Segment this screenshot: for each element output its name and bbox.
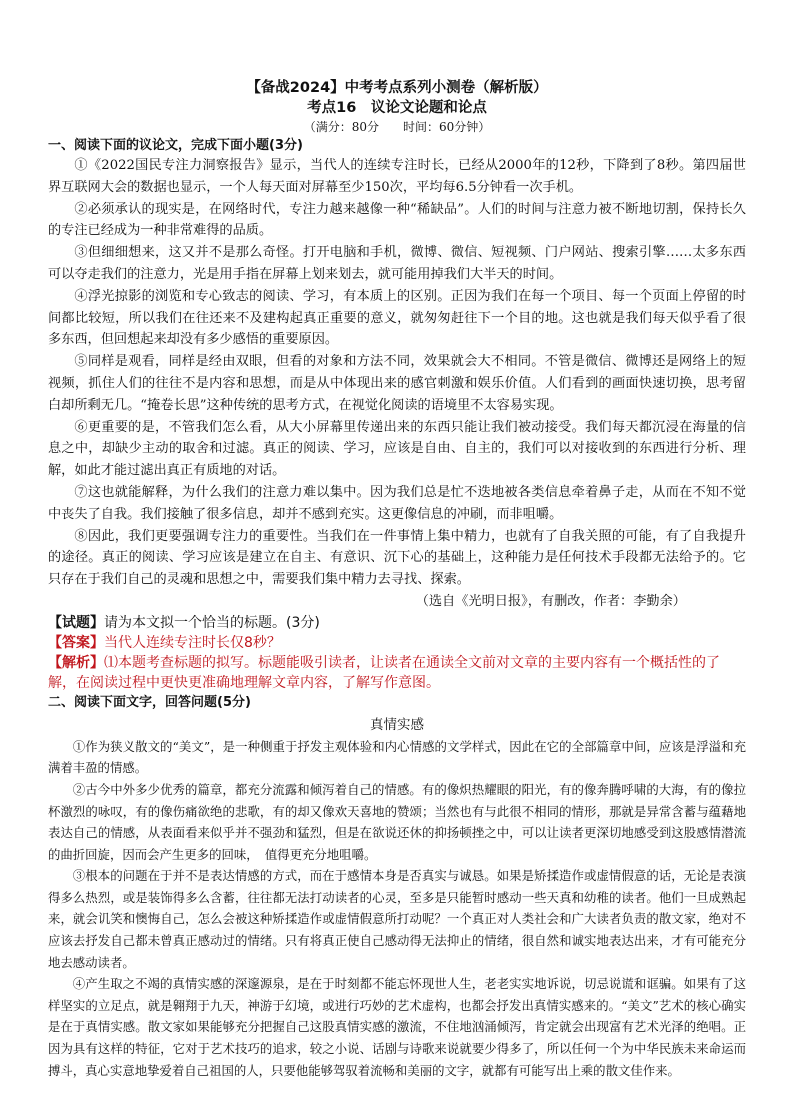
essay-1-paragraph-2: ②必须承认的现实是，在网络时代，专注力越来越像一种“稀缺品”。人们的时间与注意力被不断地切割，保持长久的专注已经成为一种非常难得的品质。 xyxy=(48,201,746,239)
answer-line xyxy=(48,633,746,653)
question-tag: 【试题】 xyxy=(48,614,104,631)
analysis-tag: 【解析】 xyxy=(48,654,104,671)
essay-1-paragraph-3: ③但细细想来，这又并不是那么奇怪。打开电脑和手机，微博、微信、短视频、门户网站、搜索引擎……太多东西可以夺走我们的注意力，光是用手指在屏幕上划来划去，就可能用掉我们大半天的时间。 xyxy=(48,245,746,282)
essay-1-paragraph-5: ⑤同样是观看，同样是经由双眼，但看的对象和方法不同，效果就会大不相同。不管是微信、微博还是网络上的短视频，抓住人们的往往不是内容和思想，而是从中体现出来的感官刺激和娱乐价值。人们看到的画面快速切换，思考留白却所剩无几。“掩卷长思”这种传统的思考方式，在视觉化阅读的语境里不太容易实现。 xyxy=(48,354,746,413)
exam-meta: （满分：80分 时间：60分钟） xyxy=(303,120,491,134)
essay-2-paragraph-1: ①作为狭义散文的“美文”，是一种侧重于抒发主观体验和内心情感的文学样式，因此在它的全部篇章中间，应该是浮溢和充满着丰盈的情感。 xyxy=(48,738,746,776)
answer-tag: 【答案】 xyxy=(48,634,104,651)
page-title: 【备战2024】中考考点系列小测卷（解析版） xyxy=(246,80,548,96)
essay-1-paragraph-4: ④浮光掠影的浏览和专心致志的阅读、学习，有本质上的区别。正因为我们在每一个项目、每一个页面上停留的时间都比较短，所以我们在往还来不及建构起真正重要的意义，就匆匆赶往下一个目的地。这也就是我们每天似乎看了很多东西，但回想起来却没有多少感悟的重要原因。 xyxy=(48,288,746,348)
essay-2-title: 真情实感 xyxy=(370,716,424,733)
essay-2-paragraph-4: ④产生取之不竭的真情实感的深邃源泉，是在于时刻都不能忘怀现世人生，老老实实地诉说，切忌说谎和诓骗。如果有了这样坚实的立足点，就是翱翔于九天，神游于幻境，或进行巧妙的艺术虚构，也都会抒发出真情实感来的。“美文”艺术的核心确实是在于真情实感。散文家如果能够充分把握自己这股真情实感的激流，不住地汹涌倾泻，肯定就会出现富有艺术光泽的绝唱。正因为具有这样的特征，它对于艺术技巧的追求，较之小说、话剧与诗歌来说就要少得多了，所以任何一个为中华民族未来命运而搏斗，真心实意地挚爱着自己祖国的人，只要他能够驾驭着流畅和美丽的文字，就都有可能写出上乘的散文佳作来。 xyxy=(48,976,746,1078)
topic-title: 考点16 议论文论题和论点 xyxy=(307,100,487,116)
essay-2-paragraph-3: ③根本的问题在于并不是表达情感的方式，而在于感情本身是否真实与诚恳。如果是矫揉造作或虚情假意的话，无论是表演得多么热烈，或是装饰得多么含蓄，往往都无法打动读者的心灵，至多是只能暂时感动一些天真和幼稚的读者。他们一旦成熟起来，就会讥笑和懊悔自己，怎么会被这种矫揉造作或虚情假意所打动呢？一个真正对人类社会和广大读者负责的散文家，绝对不应该去抒发自己都未曾真正感动过的情绪。只有将真正使自己感动得无法抑止的情绪，很自然和诚实地表达出来，才有可能充分地去感动读者。 xyxy=(48,868,746,970)
essay-2-paragraph-2: ②古今中外多少优秀的篇章，都充分流露和倾泻着自己的情感。有的像炽热耀眼的阳光，有的像奔腾呼啸的大海，有的像拉杯激烈的咏叹，有的像伤痛欲绝的悲歌，有的却又像欢天喜地的赞颂；当然也有与此很不相同的情形，那就是异常含蓄与蕴藉地表达自己的情感，从表面看来似乎并不强劲和猛烈，但是在欲说还休的抑扬顿挫之中，可以让读者更深切地感受到这股感情潜流的曲折回旋，因而会产生更多的回味， 值得更充分地咀嚼。 xyxy=(48,781,746,862)
essay-1-paragraph-6: ⑥更重要的是，不管我们怎么看，从大小屏幕里传递出来的东西只能让我们被动接受。我们每天都沉浸在海量的信息之中，却缺少主动的取舍和过滤。真正的阅读、学习，应该是自由、自主的，我们可以对接收到的东西进行分析、理解，如此才能过滤出真正有质地的对话。 xyxy=(48,419,746,479)
section-2-heading: 二、阅读下面文字，回答问题(5分) xyxy=(48,694,251,710)
essay-source: （选自《光明日报》，有删改，作者：李勤余） xyxy=(415,593,686,609)
essay-1-paragraph-7: ⑦这也就能解释，为什么我们的注意力难以集中。因为我们总是忙不迭地被各类信息牵着鼻子走，从而在不知不觉中丧失了自我。我们接触了很多信息，却并不感到充实。这更像信息的冲刷，而非咀嚼。 xyxy=(48,484,746,522)
essay-1-paragraph-8: ⑧因此，我们更要强调专注力的重要性。当我们在一件事情上集中精力，也就有了自我关照的可能，有了自我提升的途径。真正的阅读、学习应该是建立在自主、有意识、沉下心的基础上，这种能力是任何技术手段都无法给予的。它只存在于我们自己的灵魂和思想之中，需要我们集中精力去寻找、探索。 xyxy=(48,528,746,588)
section-1-heading: 一、阅读下面的议论文，完成下面小题(3分) xyxy=(48,138,303,153)
essay-1-paragraph-1: ①《2022国民专注力洞察报告》显示，当代人的连续专注时长，已经从2000年的12秒，下降到了8秒。第四届世界互联网大会的数据也显示，一个人每天面对屏幕至少150次，平均每6.5分钟看一次手机。 xyxy=(48,158,746,195)
question-line xyxy=(48,613,746,633)
question-text: 请为本文拟一个恰当的标题。(3分) xyxy=(104,614,320,631)
analysis-text: ⑴本题考查标题的拟写。标题能吸引读者，让读者在通读全文前对文章的主要内容有一个概括性的了解，在阅读过程中更快更准确地理解文章内容，了解写作意图。 xyxy=(48,654,720,691)
answer-text: 当代人连续专注时长仅8秒？ xyxy=(104,634,281,651)
analysis-line xyxy=(48,653,746,693)
